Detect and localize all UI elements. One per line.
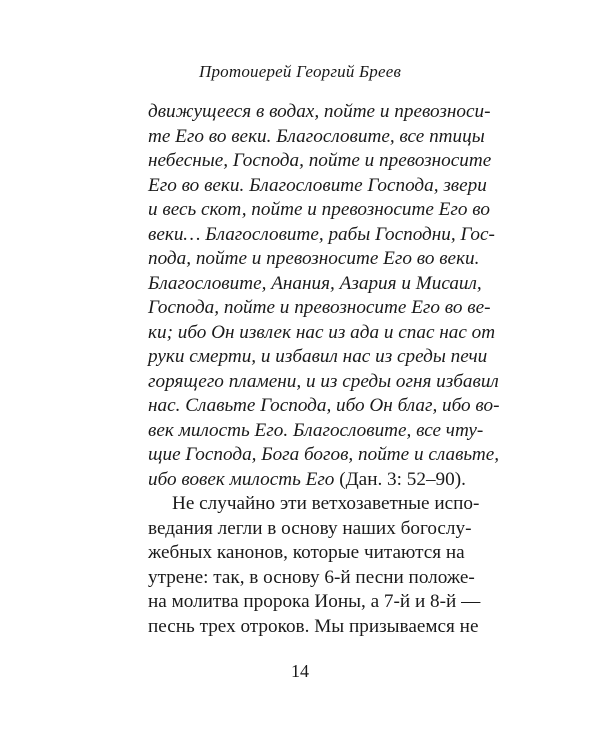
quote-ending: ибо вовек милость Его: [148, 468, 335, 490]
text-line: Не случайно эти ветхозаветные испо-: [172, 493, 480, 514]
text-line: Его во веки. Благословите Господа, звери: [148, 174, 487, 196]
text-line: век милость Его. Благословите, все чту-: [148, 419, 484, 441]
text-line: горящего пламени, и из среды огня избавил: [148, 370, 499, 392]
text-line: ведания легли в основу наших богослу-: [148, 517, 472, 539]
page-number: 14: [291, 661, 309, 681]
text-line: небесные, Господа, пойте и превозносите: [148, 150, 492, 171]
text-line: движущееся в водах, пойте и превозноси-: [148, 101, 491, 122]
text-line: ки; ибо Он извлек нас из ада и спас нас от: [148, 321, 496, 343]
text-line: на молитва пророка Ионы, а 7-й и 8-й —: [148, 591, 481, 612]
text-line: Господа, пойте и превозносите Его во ве-: [148, 297, 491, 318]
text-line: руки смерти, и избавил нас из среды печи: [148, 346, 488, 367]
text-line: песнь трех отроков. Мы призываемся не: [148, 615, 479, 637]
scripture-quote-paragraph: [148, 100, 500, 492]
text-line: те Его во веки. Благословите, все птицы: [148, 125, 485, 147]
text-line: жебных канонов, которые читаются на: [148, 542, 465, 563]
text-line: утрене: так, в основу 6-й песни положе-: [148, 566, 475, 588]
text-line: и весь скот, пойте и превозносите Его во: [148, 199, 490, 220]
scripture-citation: (Дан. 3: 52–90).: [334, 468, 466, 490]
text-line: щие Господа, Бога богов, пойте и славьте,: [148, 444, 500, 465]
body-text: [148, 100, 500, 639]
running-header: Протоиерей Георгий Бреев: [198, 62, 402, 81]
text-line: веки… Благословите, рабы Господни, Гос-: [148, 223, 495, 245]
text-line: Благословите, Анания, Азария и Мисаил,: [148, 272, 482, 294]
text-line: пода, пойте и превозносите Его во веки.: [148, 248, 480, 269]
text-line-last: [148, 468, 466, 493]
text-line: нас. Славьте Господа, ибо Он благ, ибо во-: [148, 395, 500, 416]
commentary-paragraph: [148, 492, 481, 639]
